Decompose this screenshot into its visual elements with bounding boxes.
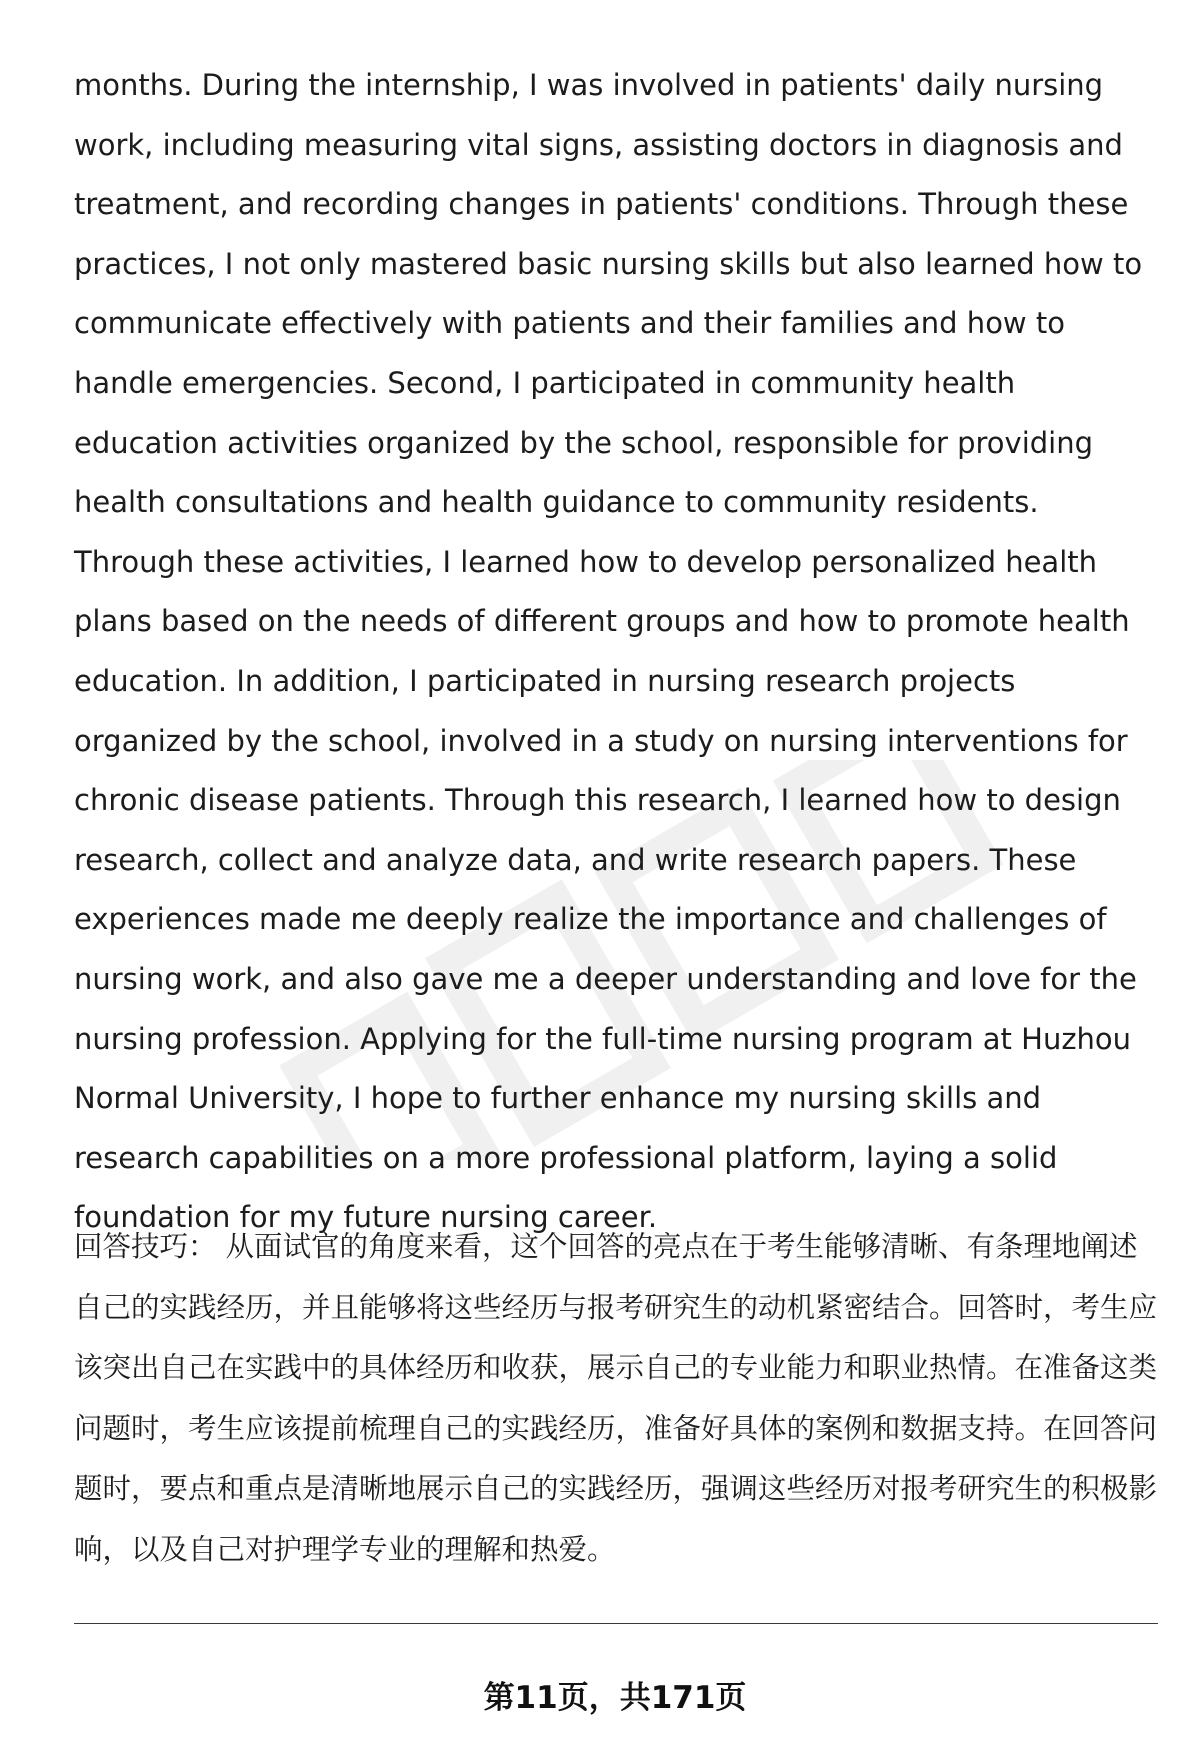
answer-tips-paragraph: 回答技巧： 从面试官的角度来看，这个回答的亮点在于考生能够清晰、有条理地阐述自己的实践经历，并且能够将这些经历与报考研究生的动机紧密结合。回答时，考生应该突出自己在实践中的具体经历和收获，展示自己的专业能力和职业热情。在准备这类问题时，考生应该提前梳理自己的实践经历，准备好具体的案例和数据支持。在回答问题时，要点和重点是清晰地展示自己的实践经历，强调这些经历对报考研究生的积极影响，以及自己对护理学专业的理解和热爱。 bbox=[74, 1230, 1158, 1566]
body-paragraph: months. During the internship, I was involved in patients' daily nursing work, including measuring vital signs, assisting doctors in diagnosis and treatment, and recording changes in patients' conditions. Through these practices, I not only mastered basic nursing skills but also learned how to communicate effectively with patients and their families and how to handle emergencies. Second, I participated in community health education activities organized by the school, responsible for providing health consultations and health guidance to community residents. Through these activities, I learned how to develop personalized health plans based on the needs of different groups and how to promote health education. In addition, I participated in nursing research projects organized by the school, involved in a study on nursing interventions for chronic disease patients. Through this research, I learned how to design research, collect and analyze data, and write research papers. These experiences made me deeply realize the importance and challenges of nursing work, and also gave me a deeper understanding and love for the nursing profession. Applying for the full-time nursing program at Huzhou Normal University, I hope to further enhance my nursing skills and research capabilities on a more professional platform, laying a solid foundation for my future nursing career. bbox=[74, 68, 1143, 1235]
page-number: 第11页，共171页 bbox=[483, 1680, 747, 1716]
footer-divider bbox=[74, 1623, 1158, 1624]
